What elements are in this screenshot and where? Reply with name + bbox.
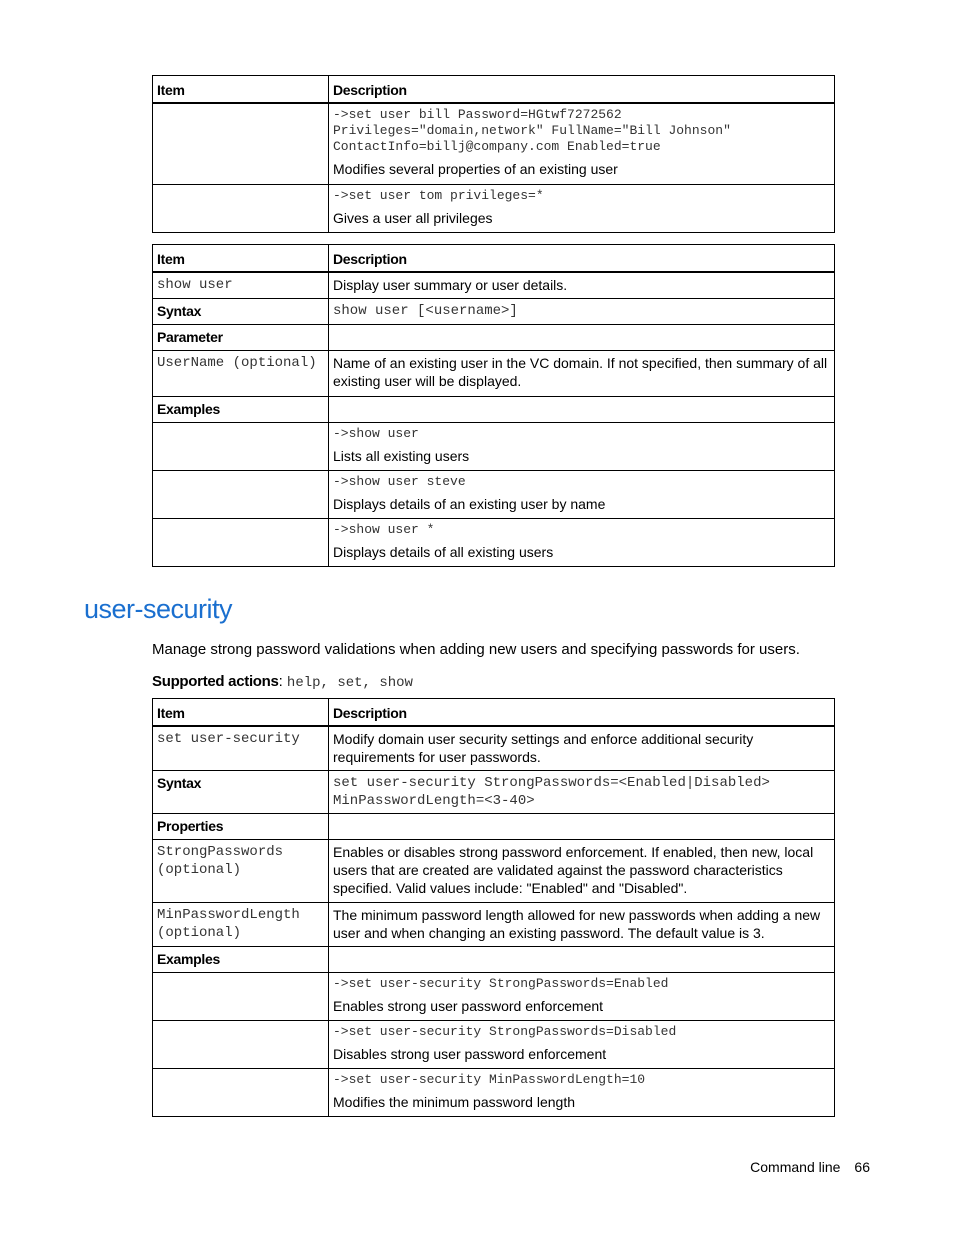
table-row (153, 184, 835, 232)
parameter-description: Name of an existing user in the VC domain. If not specified, then summary of all existing user will be displayed. (329, 350, 835, 396)
table-row (153, 770, 835, 813)
empty-cell (153, 1020, 329, 1068)
table-row (153, 946, 835, 972)
syntax-value: set user-security StrongPasswords=<Enabled|Disabled> MinPasswordLength=<3-40> (329, 770, 835, 813)
example-description: Disables strong user password enforcement (333, 1045, 607, 1062)
table-header-row (153, 245, 835, 273)
example-description: Displays details of an existing user by name (333, 495, 606, 512)
column-header-description: Description (329, 76, 835, 104)
example-description: Enables strong user password enforcement (333, 997, 604, 1014)
example-command: ->show user (333, 425, 419, 441)
section-title: user-security (84, 594, 233, 624)
column-header-item: Item (153, 76, 329, 104)
supported-actions-separator: : (278, 673, 287, 690)
example-command: ->set user-security StrongPasswords=Disabled (333, 1023, 677, 1039)
column-header-description: Description (329, 245, 835, 273)
example-cell (329, 1068, 835, 1116)
item-cell (153, 184, 329, 232)
example-description: Gives a user all privileges (333, 209, 493, 226)
property-description: The minimum password length allowed for new passwords when adding a new user and when changing an existing password. The default value is 3. (329, 902, 835, 946)
section-intro: Manage strong password validations when adding new users and specifying passwords for users. (152, 641, 800, 658)
example-description: Modifies the minimum password length (333, 1093, 575, 1110)
user-security-table (152, 698, 835, 1117)
table-header-row (153, 76, 835, 104)
empty-cell (329, 813, 835, 839)
table-row (153, 272, 835, 298)
example-cell (329, 972, 835, 1020)
empty-cell (329, 946, 835, 972)
example-command: ->set user-security StrongPasswords=Enabled (333, 975, 669, 991)
table-row (153, 518, 835, 566)
command-name: set user-security (153, 726, 329, 770)
syntax-label: Syntax (153, 298, 329, 324)
command-description: Display user summary or user details. (329, 272, 835, 298)
table-row (153, 902, 835, 946)
table-row (153, 1020, 835, 1068)
column-header-item: Item (153, 245, 329, 273)
set-user-examples-table (152, 75, 835, 233)
footer-section-name: Command line (750, 1159, 841, 1175)
example-command: ->show user * (333, 521, 435, 537)
example-description: Displays details of all existing users (333, 543, 554, 560)
supported-actions-values: help, set, show (286, 675, 413, 691)
example-description: Modifies several properties of an existing user (333, 161, 618, 177)
property-name: MinPasswordLength (optional) (153, 902, 329, 946)
table-row (153, 839, 835, 902)
example-cell (329, 422, 835, 470)
example-cell (329, 518, 835, 566)
examples-label: Examples (153, 946, 329, 972)
table-header-row (153, 699, 835, 727)
syntax-label: Syntax (153, 770, 329, 813)
example-command: ->set user bill Password=HGtwf7272562 Privileges="domain,network" FullName="Bill Johnson" ContactInfo=billj@company.com Enabled=true (333, 107, 731, 154)
table-row (153, 350, 835, 396)
table-row (153, 813, 835, 839)
example-command: ->show user steve (333, 473, 466, 489)
syntax-value: show user [<username>] (329, 298, 835, 324)
page-number: 66 (854, 1159, 870, 1175)
table-row (153, 726, 835, 770)
command-name: show user (153, 272, 329, 298)
empty-cell (153, 470, 329, 518)
examples-label: Examples (153, 396, 329, 422)
command-description: Modify domain user security settings and enforce additional security requirements for user passwords. (329, 726, 835, 770)
table-row (153, 422, 835, 470)
supported-actions-label: Supported actions (152, 673, 279, 690)
table-row (153, 298, 835, 324)
empty-cell (153, 972, 329, 1020)
example-cell (329, 1020, 835, 1068)
empty-cell (329, 324, 835, 350)
property-name: StrongPasswords (optional) (153, 839, 329, 902)
properties-label: Properties (153, 813, 329, 839)
table-row (153, 972, 835, 1020)
item-cell (153, 103, 329, 184)
table-row (153, 324, 835, 350)
example-command: ->set user tom privileges=* (333, 187, 544, 203)
parameter-name: UserName (optional) (153, 350, 329, 396)
empty-cell (153, 422, 329, 470)
supported-actions (152, 672, 413, 692)
table-row (153, 396, 835, 422)
example-description: Lists all existing users (333, 447, 470, 464)
property-description: Enables or disables strong password enforcement. If enabled, then new, local users that are created are validated against the password characteristics specified. Valid values include: "Enabled" and "Disabled". (329, 839, 835, 902)
empty-cell (329, 396, 835, 422)
example-cell (329, 470, 835, 518)
example-command: ->set user-security MinPasswordLength=10 (333, 1071, 646, 1087)
parameter-label: Parameter (153, 324, 329, 350)
page-footer (750, 1158, 870, 1176)
table-row (153, 103, 835, 184)
column-header-item: Item (153, 699, 329, 727)
empty-cell (153, 518, 329, 566)
empty-cell (153, 1068, 329, 1116)
show-user-table (152, 244, 835, 567)
example-cell (329, 103, 835, 184)
table-row (153, 470, 835, 518)
table-row (153, 1068, 835, 1116)
example-cell (329, 184, 835, 232)
column-header-description: Description (329, 699, 835, 727)
